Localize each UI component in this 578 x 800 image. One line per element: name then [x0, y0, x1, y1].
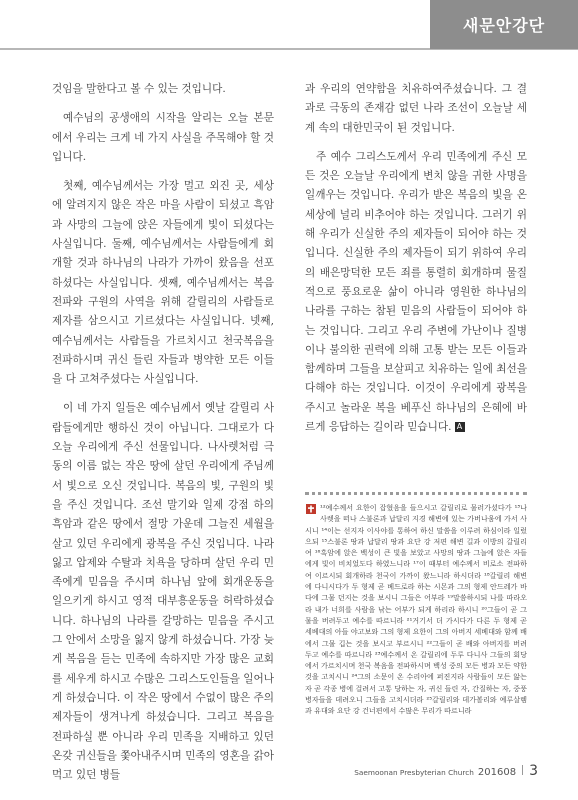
paragraph: 첫째, 예수님께서는 가장 멀고 외진 곳, 세상에 알려지지 않은 작은 마을 사람이 되셨고 흑암과 사망의 그늘에 앉은 자들에게 빛이 되셨다는 사실입니다. 둘째, 예수님께서는 사람들에게 회개할 것과 하나님의 나라가 가까이 왔음을 선포하셨다는 사실입니다. 셋째, 예수님께서는 복음전파와 구원의 사역을 위해 갈릴리의 사람들로 제자를 삼으시고 기르셨다는 사실입니다. 넷째, 예수님께서는 사람들을 가르치시고 천국복음을 전파하시며 귀신 들린 자들과 병약한 모든 이들을 다 고쳐주셨다는 사실입니다. — [52, 180, 274, 386]
paragraph: 것임을 말한다고 볼 수 있는 것입니다. — [52, 83, 226, 95]
page-footer — [354, 763, 538, 779]
right-column — [305, 80, 527, 437]
section-title: 새문안강단 — [430, 0, 578, 49]
bible-icon — [305, 503, 317, 515]
page-number: 3 — [529, 763, 538, 779]
footnote-divider — [305, 492, 527, 495]
church-name: Saemoonan Presbyterian Church — [354, 768, 474, 777]
left-column — [52, 80, 274, 785]
scripture-footnote — [305, 502, 527, 717]
paragraph-text: 주 예수 그리스도께서 우리 민족에게 주신 모든 것은 오늘날 우리에게 변치 않을 귀한 사명을 일깨우는 것입니다. 우리가 받은 복음의 빛을 온 세상에 널리 비추어야 하는 것입니다. 그러기 위해 우리가 신실한 주의 제자들이 되어야 하는 것입니다. 신실한 주의 제자들이 되기 위하여 우리의 배은망덕한 모든 죄를 통렬히 회개하며 물질적으로 풍요로운 삶이 아니라 영원한 하나님의 나라를 구하는 참된 믿음의 사람들이 되어야 하는 것입니다. 그리고 우리 주변에 가난이나 질병이나 불의한 권력에 의해 고통 받는 모든 이들과 함께하며 그들을 보살피고 치유하는 일에 최선을 다해야 하는 것입니다. 이것이 우리에게 광복을 주시고 놀라운 복을 베푸신 하나님의 은혜에 바르게 응답하는 길이라 믿습니다. — [305, 150, 527, 434]
paragraph: 이 네 가지 일들은 예수님께서 옛날 갈릴리 사람들에게만 행하신 것이 아닙니다. 그대로가 다 오늘 우리에게 주신 선물입니다. 나사렛처럼 극동의 이름 없는 작은 땅에 살던 우리에게 주님께서 빛으로 오신 것입니다. 복음의 빛, 구원의 빛을 주신 것입니다. 조선 말기와 일제 강점 하의 흑암과 같은 땅에서 절망 가운데 그늘진 세월을 살고 있던 우리에게 광복을 주신 것입니다. 나라 잃고 압제와 수탈과 치욕을 당하며 살던 우리 민족에게 믿음을 주시며 하나님 앞에 회개운동을 일으키게 하시고 영적 대부흥운동을 허락하셨습니다. 하나님의 나라를 갈망하는 믿음을 주시고 그 안에서 소망을 잃지 않게 하셨습니다. 가장 늦게 복음을 듣는 민족에 속하지만 가장 많은 교회를 세우게 하시고 수많은 그리스도인들을 일어나게 하셨습니다. 이 작은 땅에서 수없이 많은 주의 제자들이 생겨나게 하셨습니다. 그리고 복음을 전파하실 뿐 아니라 우리 민족을 지배하고 있던 온갖 귀신들을 쫓아내주시며 민족의 영혼을 갉아먹고 있던 병들 — [52, 402, 274, 782]
paragraph: 과 우리의 연약함을 치유하여주셨습니다. 그 결과로 극동의 존재감 없던 나라 조선이 오늘날 세계 속의 대한민국이 된 것입니다. — [305, 83, 527, 134]
paragraph-with-end-mark — [305, 148, 527, 437]
end-of-article-icon: A — [455, 422, 465, 432]
footer-divider — [522, 765, 523, 775]
footnote-text: ¹²예수께서 요한이 잡혔음을 들으시고 갈릴리로 물러가셨다가 ¹³나사렛을 떠나 스불론과 납달리 지경 해변에 있는 가버나움에 가서 사시니 ¹⁴이는 선지자 이사야를 통하여 하신 말씀을 이루려 하심이라 일렀으되 ¹⁵스불론 땅과 납달리 땅과 요단 강 저편 해변 길과 이방의 갈릴리여 ¹⁶흑암에 앉은 백성이 큰 빛을 보았고 사망의 땅과 그늘에 앉은 자들에게 빛이 비치었도다 하였느니라 ¹⁷이 때부터 예수께서 비로소 전파하여 이르시되 회개하라 천국이 가까이 왔느니라 하시더라 ¹⁸갈릴리 해변에 다니시다가 두 형제 곧 베드로라 하는 시몬과 그의 형제 안드레가 바다에 그물 던지는 것을 보시니 그들은 어부라 ¹⁹말씀하시되 나를 따라오라 내가 너희를 사람을 낚는 어부가 되게 하리라 하시니 ²⁰그들이 곧 그물을 버려두고 예수를 따르니라 ²¹거기서 더 가시다가 다른 두 형제 곧 세베대의 아들 야고보와 그의 형제 요한이 그의 아버지 세베대와 함께 배에서 그물 깁는 것을 보시고 부르시니 ²²그들이 곧 배와 아버지를 버려 두고 예수를 따르니라 ²³예수께서 온 갈릴리에 두루 다니사 그들의 회당에서 가르치시며 천국 복음을 전파하시며 백성 중의 모든 병과 모든 약한 것을 고치시니 ²⁴그의 소문이 온 수리아에 퍼진지라 사람들이 모든 앓는 자 곧 각종 병에 걸려서 고통 당하는 자, 귀신 들린 자, 간질하는 자, 중풍병자들을 데려오니 그들을 고치시더라 ²⁵갈릴리와 데가볼리와 예루살렘과 유대와 요단 강 건너편에서 수많은 무리가 따르니라 — [305, 503, 527, 716]
paragraph: 예수님의 공생애의 시작을 알리는 오늘 본문에서 우리는 크게 네 가지 사실을 주목해야 할 것입니다. — [52, 112, 274, 163]
issue-number: 201608 — [477, 767, 517, 778]
